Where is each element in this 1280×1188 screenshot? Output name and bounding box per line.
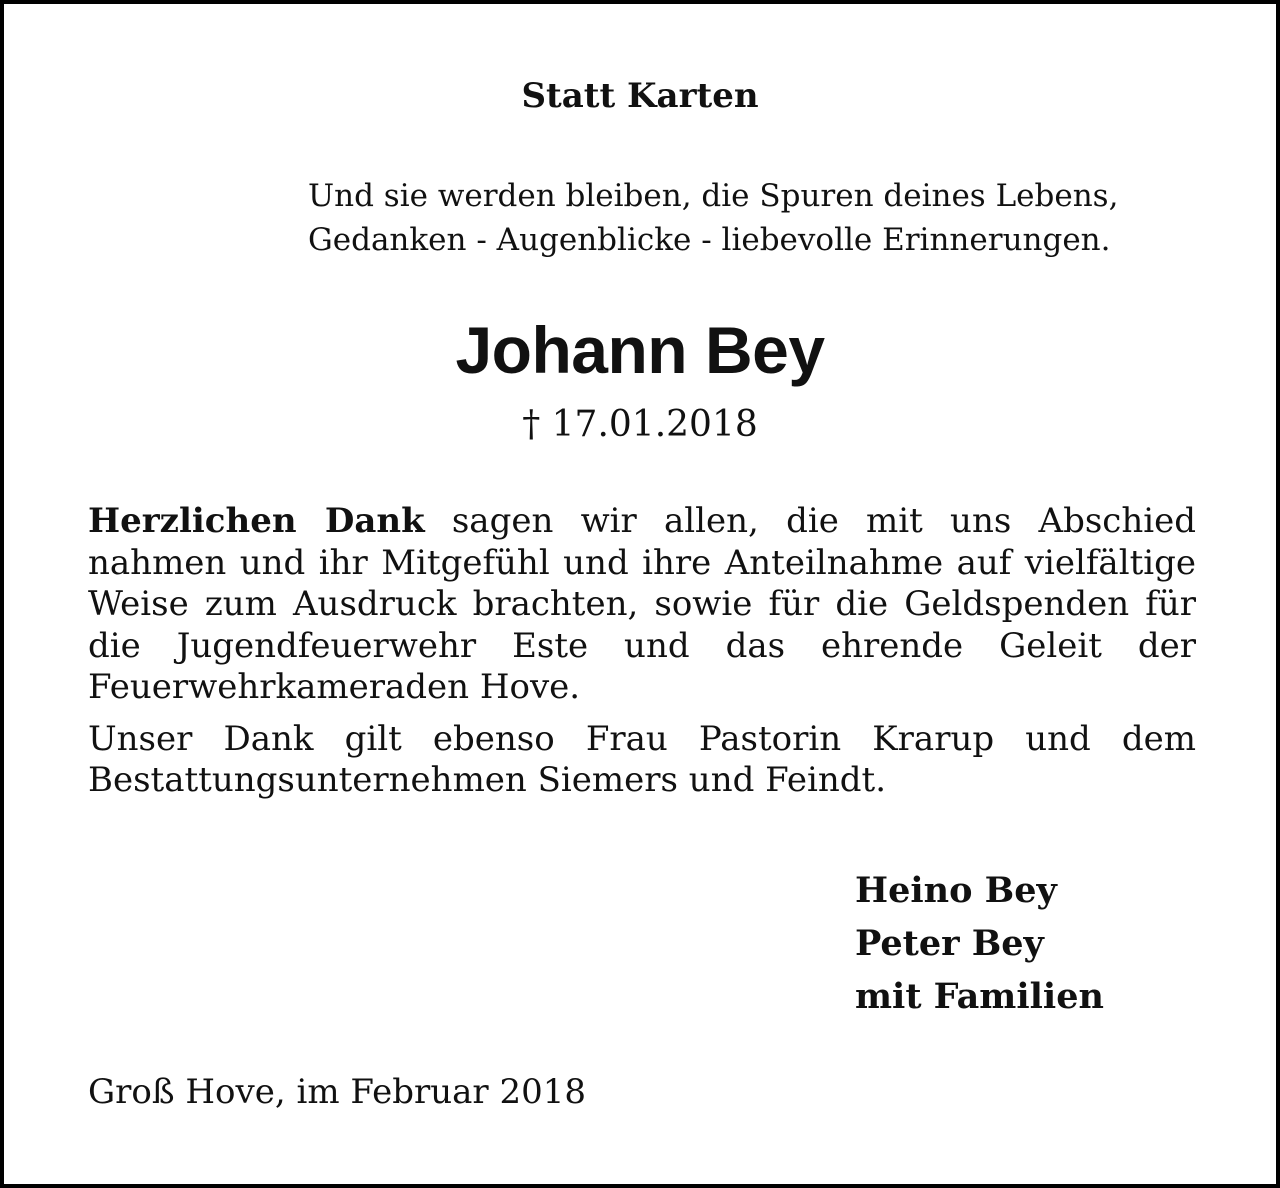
notice-header: Statt Karten	[521, 76, 759, 116]
thanks-lead: Herzlichen Dank	[88, 501, 425, 541]
obituary-notice	[4, 4, 1276, 1184]
quote-line-2: Gedanken - Augenblicke - liebevolle Erinnerungen.	[308, 222, 1111, 258]
deceased-name: Johann Bey	[455, 313, 825, 387]
signer-2: Peter Bey	[855, 923, 1044, 964]
signer-3: mit Familien	[855, 976, 1104, 1017]
thanks-text: sagen wir allen, die mit uns Abschied nahmen und ihr Mitgefühl und ihre Anteilnahme auf vielfältige Weise zum Ausdruck brachten, sowie für die Geldspenden für die Jugendfeuerwehr Este und das ehrende Geleit der Feuerwehrkameraden Hove.	[88, 501, 1196, 707]
quote-line-1: Und sie werden bleiben, die Spuren deines Lebens,	[308, 178, 1119, 214]
thanks-paragraph	[88, 501, 1196, 709]
memorial-quote	[308, 174, 1208, 262]
notice-body	[88, 501, 1196, 802]
death-date: † 17.01.2018	[522, 404, 758, 445]
signer-1: Heino Bey	[855, 870, 1057, 911]
place-and-date: Groß Hove, im Februar 2018	[88, 1072, 587, 1112]
acknowledgement-paragraph: Unser Dank gilt ebenso Frau Pastorin Krarup und dem Bestattungsunternehmen Siemers und Feindt.	[88, 718, 1196, 800]
signers-block	[855, 864, 1104, 1023]
